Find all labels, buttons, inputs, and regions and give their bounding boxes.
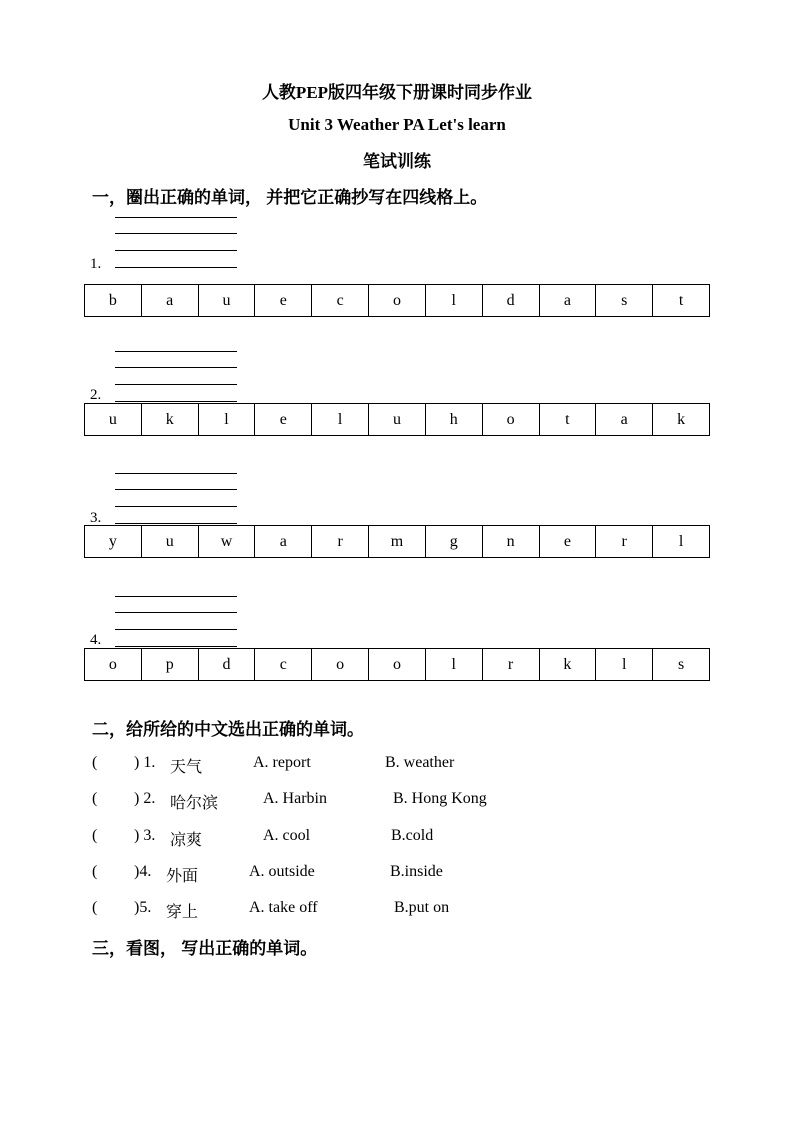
question-number: ) 3. xyxy=(134,827,156,844)
letter-cell[interactable]: a xyxy=(539,285,596,317)
four-line-grid[interactable] xyxy=(115,473,237,523)
question-number: )4. xyxy=(134,863,152,880)
chinese-word: 穿上 xyxy=(166,904,199,921)
letter-cell[interactable]: r xyxy=(596,526,653,558)
letter-cell[interactable]: r xyxy=(312,526,369,558)
chinese-word: 哈尔滨 xyxy=(170,795,219,812)
letter-cell[interactable]: a xyxy=(141,285,198,317)
letter-cell[interactable]: e xyxy=(255,404,312,436)
four-line-grid[interactable] xyxy=(115,596,237,646)
page-title: 人教PEP版四年级下册课时同步作业 xyxy=(261,83,533,102)
letter-cell[interactable]: k xyxy=(141,404,198,436)
option-b: B. weather xyxy=(385,754,455,771)
option-a: A. outside xyxy=(249,863,315,880)
part3-heading: 三，看图， 写出正确的单词。 xyxy=(92,939,318,958)
four-line-grid[interactable] xyxy=(115,351,237,401)
letter-cell[interactable]: s xyxy=(653,649,710,681)
letter-grid xyxy=(84,403,710,436)
option-a: A. report xyxy=(253,754,311,771)
letter-cell[interactable]: l xyxy=(596,649,653,681)
letter-cell[interactable]: c xyxy=(312,285,369,317)
letter-cell[interactable]: k xyxy=(653,404,710,436)
item-number: 1. xyxy=(90,256,102,272)
letter-cell[interactable]: l xyxy=(653,526,710,558)
letter-cell[interactable]: s xyxy=(596,285,653,317)
letter-cell[interactable]: o xyxy=(369,649,426,681)
answer-paren-open[interactable]: ( xyxy=(92,899,98,916)
letter-cell[interactable]: p xyxy=(141,649,198,681)
letter-grid xyxy=(84,525,710,558)
part2-heading: 二，给所给的中文选出正确的单词。 xyxy=(92,720,364,739)
part1-heading: 一，圈出正确的单词， 并把它正确抄写在四线格上。 xyxy=(92,188,488,207)
letter-cell[interactable]: h xyxy=(425,404,482,436)
letter-grid xyxy=(84,648,710,681)
letter-cell[interactable]: k xyxy=(539,649,596,681)
letter-cell[interactable]: g xyxy=(425,526,482,558)
letter-cell[interactable]: a xyxy=(255,526,312,558)
letter-cell[interactable]: t xyxy=(539,404,596,436)
letter-cell[interactable]: u xyxy=(198,285,255,317)
letter-grid xyxy=(84,284,710,317)
question-number: ) 2. xyxy=(134,790,156,807)
answer-paren-open[interactable]: ( xyxy=(92,754,98,771)
letter-cell[interactable]: u xyxy=(141,526,198,558)
letter-cell[interactable]: t xyxy=(653,285,710,317)
answer-paren-open[interactable]: ( xyxy=(92,827,98,844)
letter-cell[interactable]: o xyxy=(369,285,426,317)
letter-cell[interactable]: l xyxy=(425,285,482,317)
option-a: A. take off xyxy=(249,899,318,916)
section-label: 笔试训练 xyxy=(363,152,431,171)
page-subtitle: Unit 3 Weather PA Let's learn xyxy=(288,115,506,134)
option-b: B.inside xyxy=(390,863,443,880)
letter-cell[interactable]: m xyxy=(369,526,426,558)
letter-cell[interactable]: r xyxy=(482,649,539,681)
option-b: B.put on xyxy=(394,899,450,916)
letter-cell[interactable]: y xyxy=(85,526,142,558)
letter-cell[interactable]: e xyxy=(539,526,596,558)
item-number: 2. xyxy=(90,387,102,403)
chinese-word: 外面 xyxy=(166,868,199,885)
chinese-word: 凉爽 xyxy=(170,832,203,849)
letter-cell[interactable]: o xyxy=(312,649,369,681)
letter-cell[interactable]: d xyxy=(198,649,255,681)
letter-cell[interactable]: u xyxy=(85,404,142,436)
item-number: 4. xyxy=(90,632,102,648)
answer-paren-open[interactable]: ( xyxy=(92,790,98,807)
letter-cell[interactable]: l xyxy=(198,404,255,436)
chinese-word: 天气 xyxy=(170,759,203,776)
letter-cell[interactable]: l xyxy=(425,649,482,681)
option-b: B.cold xyxy=(391,827,434,844)
option-a: A. cool xyxy=(263,827,311,844)
item-number: 3. xyxy=(90,510,102,526)
option-b: B. Hong Kong xyxy=(393,790,487,807)
letter-cell[interactable]: a xyxy=(596,404,653,436)
answer-paren-open[interactable]: ( xyxy=(92,863,98,880)
letter-cell[interactable]: u xyxy=(369,404,426,436)
letter-cell[interactable]: b xyxy=(85,285,142,317)
letter-cell[interactable]: o xyxy=(482,404,539,436)
letter-cell[interactable]: n xyxy=(482,526,539,558)
letter-cell[interactable]: o xyxy=(85,649,142,681)
letter-cell[interactable]: l xyxy=(312,404,369,436)
letter-cell[interactable]: d xyxy=(482,285,539,317)
letter-cell[interactable]: w xyxy=(198,526,255,558)
letter-cell[interactable]: e xyxy=(255,285,312,317)
letter-cell[interactable]: c xyxy=(255,649,312,681)
question-number: ) 1. xyxy=(134,754,156,771)
four-line-grid[interactable] xyxy=(115,217,237,267)
question-number: )5. xyxy=(134,899,152,916)
option-a: A. Harbin xyxy=(263,790,327,807)
